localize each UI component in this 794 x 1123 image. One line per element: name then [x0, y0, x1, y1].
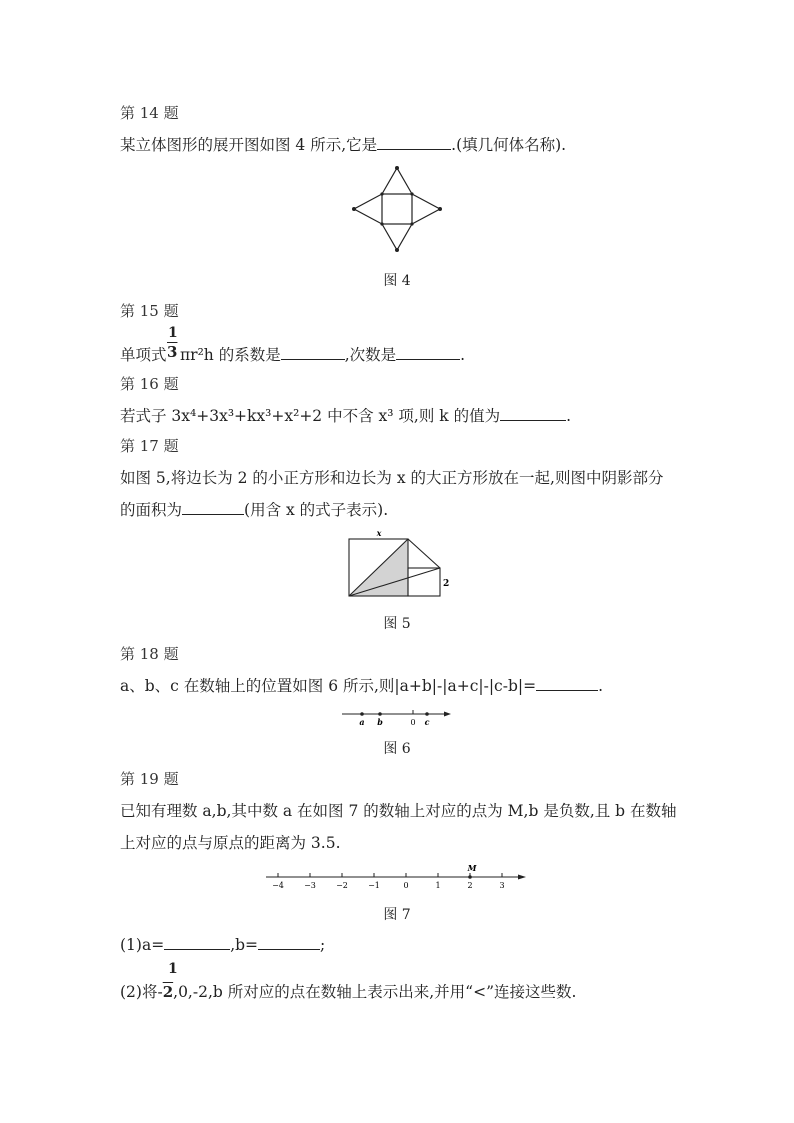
q15-mid: ,次数是: [344, 346, 397, 364]
net-left-triangle: [354, 194, 382, 224]
q14-text-after: .(填几何体名称).: [451, 136, 567, 154]
q19-part1-a: (1)a=: [120, 936, 165, 954]
point-a: [360, 712, 364, 716]
axis-tick-label: −4: [272, 881, 284, 890]
q17-line2-after: (用含 x 的式子表示).: [244, 501, 389, 519]
diagonal-line: [408, 539, 440, 568]
point-m: [468, 875, 472, 879]
q18-text: [120, 674, 603, 696]
figure-6-caption: 图 6: [383, 741, 411, 757]
axis-arrow: [444, 712, 451, 717]
q17-heading: 第 17 题: [120, 437, 179, 455]
q14-text-before: 某立体图形的展开图如图 4 所示,它是: [120, 136, 378, 154]
vertex-dot: [352, 207, 356, 211]
net-right-triangle: [412, 194, 440, 224]
q15-text: [180, 343, 465, 365]
q16-answer-blank[interactable]: [500, 406, 566, 421]
q14-answer-blank[interactable]: [377, 135, 451, 150]
q17-line1: 如图 5,将边长为 2 的小正方形和边长为 x 的大正方形放在一起,则图中阴影部分: [120, 469, 664, 487]
q15-end: .: [460, 346, 466, 364]
net-bottom-triangle: [382, 224, 412, 250]
vertex-dot: [395, 166, 399, 170]
q15-coefficient-blank[interactable]: [281, 345, 345, 360]
q15-degree-blank[interactable]: [396, 345, 460, 360]
figure-5-squares: [340, 528, 460, 604]
net-top-triangle: [382, 168, 412, 194]
figure-5-caption: 图 5: [383, 616, 411, 632]
q17-line2: [120, 498, 388, 520]
figure-7-number-line: [262, 860, 532, 892]
point-b: [378, 712, 382, 716]
q15-frac-denominator: 3: [167, 343, 178, 361]
q15-prefix: 单项式: [120, 346, 167, 364]
label-x: x: [376, 528, 382, 538]
q17-line2-before: 的面积为: [120, 501, 183, 519]
q16-end: .: [566, 407, 572, 425]
vertex-dot: [438, 207, 442, 211]
q19-part1-end: ;: [320, 936, 326, 954]
axis-tick-label: 0: [403, 881, 409, 890]
q18-answer-blank[interactable]: [536, 676, 598, 691]
axis-tick-label: 1: [435, 881, 441, 890]
q19-part2-prefix: (2)将-: [120, 983, 163, 1001]
label-a: a: [359, 717, 365, 727]
axis-tick-label: −3: [304, 881, 316, 890]
q15-term: πr²h 的系数是: [180, 346, 281, 364]
label-c: c: [424, 717, 430, 727]
label-m: M: [467, 863, 477, 873]
vertex-dot: [380, 222, 383, 225]
q14-text: [120, 133, 566, 155]
q19-frac-numerator: 1: [168, 961, 178, 977]
figure-4-caption: 图 4: [383, 273, 411, 289]
vertex-dot: [395, 248, 399, 252]
q14-heading: 第 14 题: [120, 104, 179, 122]
axis-tick-label: −1: [368, 881, 380, 890]
figure-7-caption: 图 7: [383, 907, 411, 923]
small-square: [408, 568, 440, 596]
q17-answer-blank[interactable]: [182, 500, 244, 515]
q19-part2: [120, 980, 576, 1002]
q19-b-blank[interactable]: [258, 935, 320, 950]
figure-4-pyramid-net: [345, 160, 449, 264]
axis-arrow: [518, 875, 526, 880]
point-c: [425, 712, 429, 716]
label-b: b: [377, 717, 383, 727]
vertex-dot: [380, 192, 383, 195]
q16-text-before: 若式子 3x⁴+3x³+kx³+x²+2 中不含 x³ 项,则 k 的值为: [120, 407, 501, 425]
q15-frac-numerator: 1: [168, 325, 178, 341]
q19-frac-denominator: 2: [162, 983, 174, 1001]
q18-end: .: [598, 677, 604, 695]
net-base-square: [382, 194, 412, 224]
vertex-dot: [410, 192, 413, 195]
q19-line2: 上对应的点与原点的距离为 3.5.: [120, 834, 341, 852]
q19-heading: 第 19 题: [120, 770, 179, 788]
axis-tick-label: 3: [499, 881, 505, 890]
q19-line1: 已知有理数 a,b,其中数 a 在如图 7 的数轴上对应的点为 M,b 是负数,且 b 在数轴: [120, 802, 677, 820]
figure-6-number-line: [338, 707, 456, 729]
q18-text-before: a、b、c 在数轴上的位置如图 6 所示,则|a+b|-|a+c|-|c-b|=: [120, 677, 537, 695]
vertex-dot: [410, 222, 413, 225]
q16-heading: 第 16 题: [120, 375, 179, 393]
label-0: 0: [410, 718, 416, 727]
q18-heading: 第 18 题: [120, 645, 179, 663]
q19-a-blank[interactable]: [164, 935, 230, 950]
q19-part1: [120, 935, 325, 954]
q15-heading: 第 15 题: [120, 302, 179, 320]
q19-part2-rest: ,0,-2,b 所对应的点在数轴上表示出来,并用“<”连接这些数.: [173, 983, 577, 1001]
axis-tick-label: 2: [467, 881, 473, 890]
axis-tick-label: −2: [336, 881, 348, 890]
q19-part1-b: ,b=: [230, 936, 259, 954]
label-2: 2: [443, 579, 450, 589]
q16-text: [120, 404, 571, 426]
